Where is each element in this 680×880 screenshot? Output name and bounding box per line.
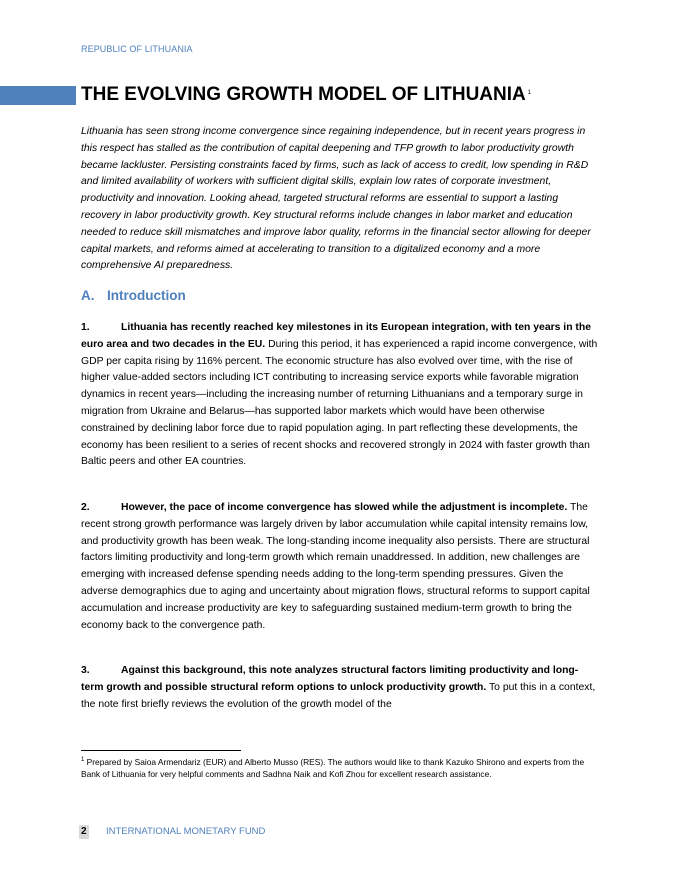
footnote [81,755,599,780]
paragraph-lead: Against this background, this note analyzes structural factors limiting productivity and long-term growth and possible structural reform options to unlock productivity growth. [81,665,579,693]
page-title [81,84,531,106]
paragraph-number: 1. [81,322,90,333]
title-footnote-mark[interactable]: 1 [527,90,532,96]
title-accent-bar [0,86,76,105]
paragraph-body: During this period, it has experienced a rapid income convergence, with GDP per capita rising by 116% percent. The economic structure has also evolved over time, with the rise of higher value-added sectors including ICT contributing to increasing service exports while favorable migration dynamics in recent years—including the increasing number of returning Lithuanians and a temporary surge in migration from Ukraine and Belarus—has supported labor markets which would have been otherwise constrained by declining labor force due to rapid population aging. In part reflecting these developments, the economy has been resilient to a series of recent shocks and recovered strongly in 2024 with faster growth than Baltic peers and other EA countries. [81,338,598,468]
section-title: Introduction [107,288,186,303]
paragraph-3 [81,663,599,713]
paragraph-1 [81,320,599,471]
paragraph-number: 2. [81,502,90,513]
footnote-mark: 1 [81,757,85,763]
paragraph-lead: However, the pace of income convergence has slowed while the adjustment is incomplete. [121,502,568,513]
paragraph-lead: Lithuania has recently reached key milestones in its European integration, with ten years in the euro area and two decades in the EU. [81,322,592,350]
title-text: THE EVOLVING GROWTH MODEL OF LITHUANIA [81,84,526,105]
paragraph-body: The recent strong growth performance was largely driven by labor accumulation while capital intensity remains low, and productivity growth has been weak. The long-standing income inequality also persists. There are structural factors limiting productivity and long-term growth which remain unaddressed. In addition, new challenges are emerging with increased defense spending needs adding to the long-term spending pressures. Given the adverse demographics due to aging and uncertainty about migration flows, structural reforms to support capital accumulation and increase productivity are key to safeguarding sustained medium-term growth to bring the economy back to the convergence path. [81,502,590,631]
footnote-text: Prepared by Saioa Armendariz (EUR) and Alberto Musso (RES). The authors would like to thank Kazuko Shirono and experts from the Bank of Lithuania for very helpful comments and Sadhna Naik and Kofi Zhou for excellent research assistance. [81,757,585,779]
paragraph-2 [81,500,599,634]
footer-publisher: INTERNATIONAL MONETARY FUND [106,826,266,837]
section-number: A. [81,288,95,303]
paragraph-number: 3. [81,665,90,676]
section-heading [81,288,186,303]
paragraph-body: To put this in a context, the note first briefly reviews the evolution of the growth model of the [81,681,596,710]
running-header: REPUBLIC OF LITHUANIA [81,44,193,54]
abstract: Lithuania has seen strong income convergence since regaining independence, but in recent years progress in this respect has stalled as the contribution of capital deepening and TFP growth to labor productivity growth became lackluster. Persisting constraints faced by firms, such as lack of access to credit, low spending in R&D and limited availability of workers with sufficient digital skills, explain low rates of corporate investment, productivity and innovation. Looking ahead, targeted structural reforms are essential to support a lasting recovery in labor productivity growth. Key structural reforms include changes in labor market and education needed to reduce skill mismatches and improve labor quality, reforms in the financial sector allowing for deeper capital markets, and reforms aimed at accelerating to transition to a digitalized economy and a more comprehensive AI preparedness. [81,126,591,272]
footnote-separator [81,750,241,751]
page-number: 2 [81,826,87,837]
